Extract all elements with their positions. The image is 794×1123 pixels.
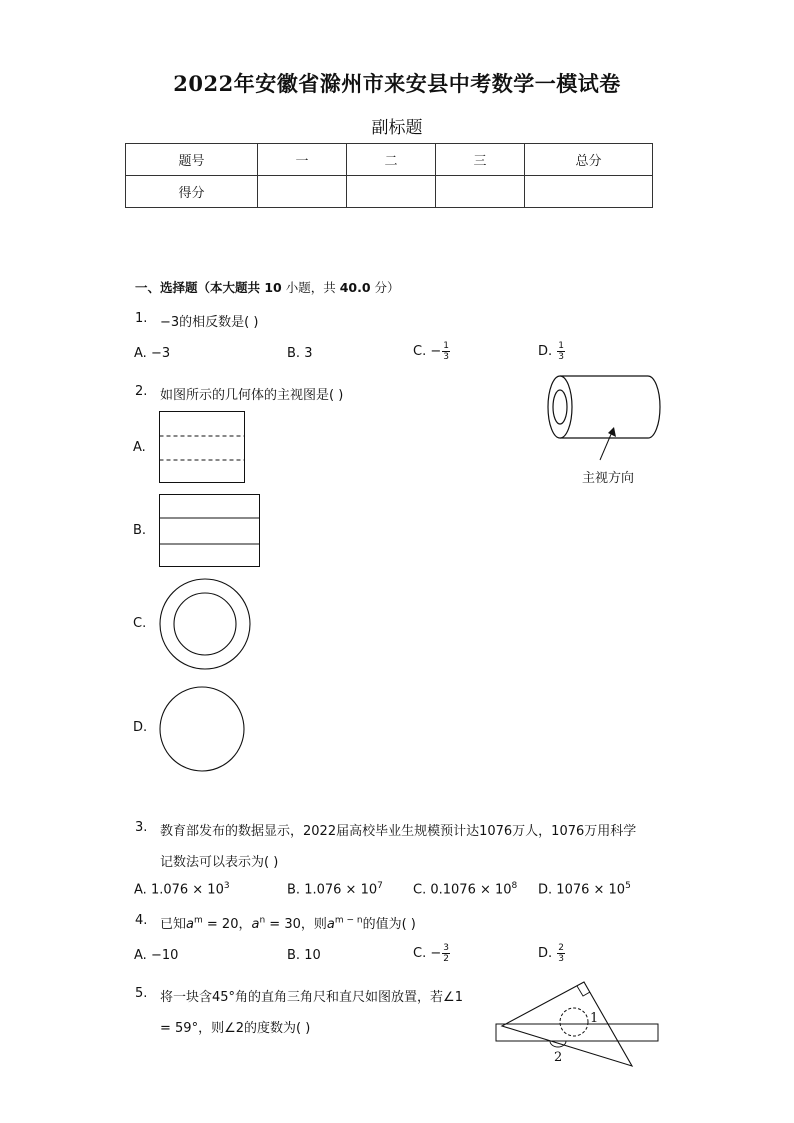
question-5-number: 5.: [135, 986, 148, 1001]
score-input-cell[interactable]: [258, 176, 347, 208]
denominator: 2: [443, 954, 449, 964]
math-var: a: [186, 917, 194, 932]
q2-option-d-label[interactable]: D.: [133, 720, 148, 735]
q3-option-d[interactable]: [538, 881, 631, 897]
math-var: a: [326, 917, 335, 932]
table-header-cell: 总分: [525, 144, 653, 176]
q1-option-a[interactable]: [134, 346, 170, 361]
question-1-number: 1.: [135, 311, 148, 326]
table-header-cell: 三: [436, 144, 525, 176]
q3-option-a[interactable]: [134, 881, 230, 897]
q2-option-a-figure: [159, 411, 247, 485]
exponent: 5: [625, 881, 631, 891]
fraction: [442, 943, 450, 964]
text-fragment: = 30，则: [265, 917, 327, 932]
option-value: −10: [150, 948, 179, 963]
exponent: n: [259, 915, 266, 926]
angle-2-label: 2: [554, 1050, 563, 1065]
option-value: −3: [150, 346, 171, 361]
q4-option-a[interactable]: [134, 948, 178, 963]
question-2-text: 如图所示的几何体的主视图是( ): [160, 388, 344, 403]
table-header-cell: 题号: [126, 144, 258, 176]
question-3-number: 3.: [135, 820, 148, 835]
option-label: B.: [287, 346, 301, 361]
exponent: 3: [223, 881, 230, 891]
numerator: 1: [443, 341, 449, 351]
section-heading: [135, 278, 400, 296]
numerator: 2: [558, 943, 565, 953]
option-label: C.: [413, 882, 427, 898]
question-5-line2: = 59°，则∠2的度数为( ): [160, 1021, 311, 1036]
q2-option-d-figure: [158, 685, 248, 775]
question-3-line2: 记数法可以表示为( ): [160, 855, 279, 870]
section-title: 一、选择题（本大题共: [135, 280, 265, 295]
option-label: C.: [413, 946, 427, 961]
q2-option-b-figure: [159, 494, 261, 568]
question-3-line1: 教育部发布的数据显示，2022届高校毕业生规模预计达1076万人，1076万用科学: [160, 824, 637, 839]
option-value: 1.076 × 10: [150, 882, 224, 898]
option-label: A.: [134, 346, 147, 361]
text-fragment: 已知: [160, 917, 187, 932]
q2-option-b-label[interactable]: B.: [133, 523, 147, 538]
section-count: 10: [264, 280, 282, 295]
denominator: 3: [443, 352, 449, 362]
table-header-cell: 一: [258, 144, 347, 176]
question-4-number: 4.: [135, 913, 148, 928]
option-label: D.: [538, 882, 553, 898]
option-value: 3: [304, 346, 313, 361]
q4-option-c[interactable]: [413, 943, 450, 964]
q4-option-d[interactable]: [538, 943, 565, 964]
q1-option-d[interactable]: [538, 341, 565, 362]
option-sign: −: [430, 344, 442, 359]
option-value: 1076 × 10: [556, 882, 626, 898]
question-4-text: [160, 913, 416, 932]
denominator: 3: [558, 352, 565, 362]
table-header-cell: 二: [347, 144, 436, 176]
table-row: [126, 144, 653, 176]
denominator: 3: [558, 954, 565, 964]
option-label: D.: [538, 344, 553, 359]
option-label: A.: [134, 948, 147, 963]
option-value: 0.1076 × 10: [430, 882, 512, 898]
view-direction-label: 主视方向: [582, 471, 635, 486]
text-fragment: 的值为( ): [362, 917, 416, 932]
question-5-line1: 将一块含45°角的直角三角尺和直尺如图放置，若∠1: [160, 990, 463, 1005]
q3-option-c[interactable]: [413, 881, 517, 897]
option-label: B.: [287, 948, 301, 963]
fraction: [557, 341, 565, 362]
question-2-number: 2.: [135, 384, 148, 399]
hollow-cylinder-figure: [540, 370, 670, 450]
option-value: 1.076 × 10: [304, 882, 378, 898]
option-label: D.: [538, 946, 553, 961]
table-row: [126, 176, 653, 208]
q1-option-b[interactable]: [287, 346, 312, 361]
q1-option-c[interactable]: [413, 341, 450, 362]
option-label: B.: [287, 882, 301, 898]
fraction: [442, 341, 450, 362]
exponent: m − n: [334, 915, 363, 926]
score-input-cell[interactable]: [436, 176, 525, 208]
question-1-text: −3的相反数是( ): [160, 315, 259, 330]
math-var: a: [251, 917, 260, 932]
angle-1-label: 1: [590, 1011, 599, 1026]
numerator: 3: [443, 943, 449, 953]
option-value: 10: [304, 948, 321, 963]
q4-option-b[interactable]: [287, 948, 321, 963]
section-points: 40.0: [339, 280, 371, 295]
q2-option-c-label[interactable]: C.: [133, 616, 147, 631]
score-input-cell[interactable]: [347, 176, 436, 208]
table-row-label: 得分: [126, 176, 258, 208]
q3-option-b[interactable]: [287, 881, 383, 897]
section-end: 分）: [370, 280, 400, 295]
option-label: A.: [134, 882, 147, 898]
page-title: 2022年安徽省滁州市来安县中考数学一模试卷: [173, 71, 621, 96]
numerator: 1: [558, 341, 565, 351]
exponent: m: [193, 915, 203, 926]
option-sign: −: [430, 946, 442, 961]
triangle-ruler-figure: [490, 978, 665, 1070]
q2-option-a-label[interactable]: A.: [133, 440, 146, 455]
exponent: 8: [511, 881, 518, 891]
section-mid: 小题，共: [281, 280, 340, 295]
option-label: C.: [413, 344, 427, 359]
score-table: [125, 143, 653, 208]
q2-option-c-figure: [158, 578, 254, 672]
text-fragment: = 20，: [202, 917, 252, 932]
exponent: 7: [377, 881, 383, 891]
page-subtitle: 副标题: [371, 118, 423, 138]
score-input-cell[interactable]: [525, 176, 653, 208]
fraction: [557, 943, 565, 964]
